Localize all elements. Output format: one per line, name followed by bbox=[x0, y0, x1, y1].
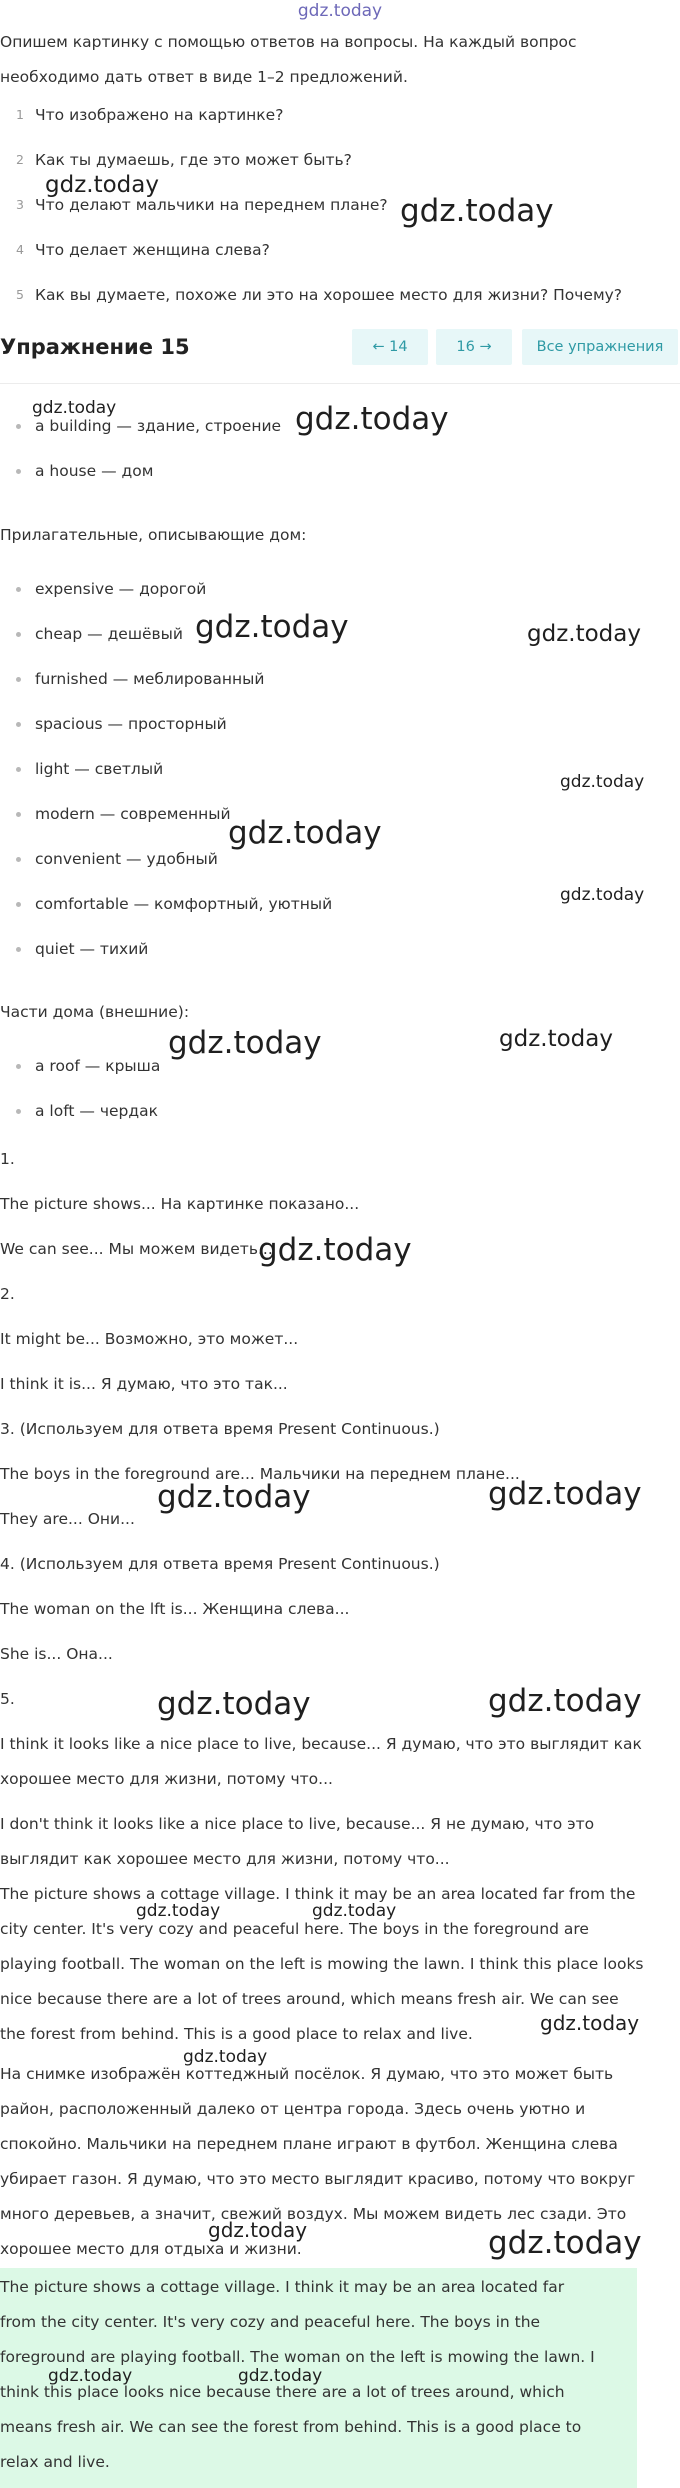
phrase: I don't think it looks like a nice place to live, because... Я не думаю, что это bbox=[0, 1815, 595, 1833]
watermark: gdz.today bbox=[45, 172, 159, 198]
watermark: gdz.today bbox=[488, 2225, 642, 2261]
phrase: The picture shows... На картинке показано... bbox=[0, 1195, 360, 1213]
intro-line-2: необходимо дать ответ в виде 1–2 предложений. bbox=[0, 68, 408, 86]
question-item bbox=[0, 232, 672, 277]
question-number: 4 bbox=[16, 242, 24, 257]
watermark: gdz.today bbox=[136, 1901, 221, 1921]
story-en-line: the forest from behind. This is a good place to relax and live. bbox=[0, 2025, 473, 2043]
watermark: gdz.today bbox=[258, 1232, 412, 1268]
phrase: I think it looks like a nice place to live, because... Я думаю, что это выглядит как bbox=[0, 1735, 642, 1753]
phrase: хорошее место для жизни, потому что... bbox=[0, 1770, 333, 1788]
story-ru-line: много деревьев, а значит, свежий воздух. Мы можем видеть лес сзади. Это bbox=[0, 2205, 627, 2223]
watermark: gdz.today bbox=[157, 1686, 311, 1722]
story-ru-line: На снимке изображён коттеджный посёлок. Я думаю, что это может быть bbox=[0, 2065, 614, 2083]
question-number: 3 bbox=[16, 197, 24, 212]
watermark: gdz.today bbox=[32, 398, 117, 418]
question-text: Что делает женщина слева? bbox=[35, 241, 270, 259]
next-exercise-button[interactable]: 16 → bbox=[436, 329, 512, 365]
questions-list bbox=[0, 97, 672, 322]
answer-number: 2. bbox=[0, 1285, 15, 1303]
question-text: Как вы думаете, похоже ли это на хорошее место для жизни? Почему? bbox=[35, 286, 623, 304]
adjectives-heading: Прилагательные, описывающие дом: bbox=[0, 526, 307, 544]
story-en-line: city center. It's very cozy and peaceful here. The boys in the foreground are bbox=[0, 1920, 589, 1938]
watermark: gdz.today bbox=[168, 1025, 322, 1061]
answer-number: 3. (Используем для ответа время Present Continuous.) bbox=[0, 1420, 440, 1438]
answer-line: from the city center. It's very cozy and peaceful here. The boys in the bbox=[0, 2313, 541, 2331]
parts-heading: Части дома (внешние): bbox=[0, 1003, 190, 1021]
phrase: It might be... Возможно, это может... bbox=[0, 1330, 299, 1348]
question-number: 5 bbox=[16, 287, 24, 302]
watermark: gdz.today bbox=[312, 1901, 397, 1921]
list-item: a house — дом bbox=[0, 450, 672, 495]
question-number: 1 bbox=[16, 107, 24, 122]
story-en-line: The picture shows a cottage village. I think it may be an area located far from the bbox=[0, 1885, 636, 1903]
list-item: cheap — дешёвый bbox=[0, 613, 672, 658]
intro-line-1: Опишем картинку с помощью ответов на вопросы. На каждый вопрос bbox=[0, 33, 577, 51]
watermark: gdz.today bbox=[228, 815, 382, 851]
watermark: gdz.today bbox=[48, 2366, 133, 2386]
prev-exercise-button[interactable]: ← 14 bbox=[352, 329, 428, 365]
watermark: gdz.today bbox=[488, 1683, 642, 1719]
story-ru-line: спокойно. Мальчики на переднем плане играют в футбол. Женщина слева bbox=[0, 2135, 618, 2153]
watermark: gdz.today bbox=[560, 772, 645, 792]
watermark: gdz.today bbox=[195, 609, 349, 645]
watermark: gdz.today bbox=[499, 1026, 613, 1052]
watermark: gdz.today bbox=[238, 2366, 323, 2386]
story-ru-line: хорошее место для отдыха и жизни. bbox=[0, 2240, 302, 2258]
watermark: gdz.today bbox=[295, 401, 449, 437]
answer-number: 1. bbox=[0, 1150, 15, 1168]
phrase: We can see... Мы можем видеть... bbox=[0, 1240, 273, 1258]
phrase: They are... Они... bbox=[0, 1510, 135, 1528]
list-item: light — светлый bbox=[0, 748, 672, 793]
question-text: Что делают мальчики на переднем плане? bbox=[35, 196, 388, 214]
answer-line: relax and live. bbox=[0, 2453, 110, 2471]
all-exercises-button[interactable]: Все упражнения bbox=[522, 329, 678, 365]
list-item: a roof — крыша bbox=[0, 1045, 672, 1090]
story-ru-line: район, расположенный далеко от центра города. Здесь очень уютно и bbox=[0, 2100, 586, 2118]
answer-number: 5. bbox=[0, 1690, 15, 1708]
answer-line: foreground are playing football. The woman on the left is mowing the lawn. I bbox=[0, 2348, 595, 2366]
answer-line: means fresh air. We can see the forest from behind. This is a good place to bbox=[0, 2418, 582, 2436]
question-item bbox=[0, 277, 672, 322]
list-item: a building — здание, строение bbox=[0, 405, 672, 450]
question-item bbox=[0, 97, 672, 142]
divider bbox=[0, 383, 680, 384]
list-item: convenient — удобный bbox=[0, 838, 672, 883]
list-item: furnished — меблированный bbox=[0, 658, 672, 703]
watermark: gdz.today bbox=[527, 621, 641, 647]
story-en-line: playing football. The woman on the left is mowing the lawn. I think this place looks bbox=[0, 1955, 644, 1973]
story-ru-line: убирает газон. Я думаю, что это место выглядит красиво, потому что вокруг bbox=[0, 2170, 636, 2188]
answer-line: think this place looks nice because there are a lot of trees around, which bbox=[0, 2383, 565, 2401]
watermark: gdz.today bbox=[488, 1476, 642, 1512]
watermark: gdz.today bbox=[560, 885, 645, 905]
phrase: I think it is... Я думаю, что это так... bbox=[0, 1375, 288, 1393]
answer-line: The picture shows a cottage village. I think it may be an area located far bbox=[0, 2278, 565, 2296]
watermark: gdz.today bbox=[157, 1479, 311, 1515]
story-en-line: nice because there are a lot of trees around, which means fresh air. We can see bbox=[0, 1990, 619, 2008]
question-text: Как ты думаешь, где это может быть? bbox=[35, 151, 352, 169]
list-item: modern — современный bbox=[0, 793, 672, 838]
phrase: She is... Она... bbox=[0, 1645, 113, 1663]
answer-number: 4. (Используем для ответа время Present Continuous.) bbox=[0, 1555, 440, 1573]
list-item: a loft — чердак bbox=[0, 1090, 672, 1135]
question-text: Что изображено на картинке? bbox=[35, 106, 284, 124]
site-logo[interactable]: gdz.today bbox=[297, 1, 383, 21]
phrase: выглядит как хорошее место для жизни, потому что... bbox=[0, 1850, 450, 1868]
phrase: The woman on the lft is... Женщина слева... bbox=[0, 1600, 350, 1618]
exercise-title: Упражнение 15 bbox=[0, 335, 190, 359]
phrase: The boys in the foreground are... Мальчики на переднем плане... bbox=[0, 1465, 520, 1483]
watermark: gdz.today bbox=[183, 2047, 268, 2067]
watermark: gdz.today bbox=[208, 2218, 308, 2242]
list-item: comfortable — комфортный, уютный bbox=[0, 883, 672, 928]
parts-list bbox=[0, 1045, 672, 1135]
question-number: 2 bbox=[16, 152, 24, 167]
list-item: expensive — дорогой bbox=[0, 568, 672, 613]
list-item: spacious — просторный bbox=[0, 703, 672, 748]
watermark: gdz.today bbox=[540, 2011, 640, 2035]
list-item: quiet — тихий bbox=[0, 928, 672, 973]
watermark: gdz.today bbox=[400, 193, 554, 229]
